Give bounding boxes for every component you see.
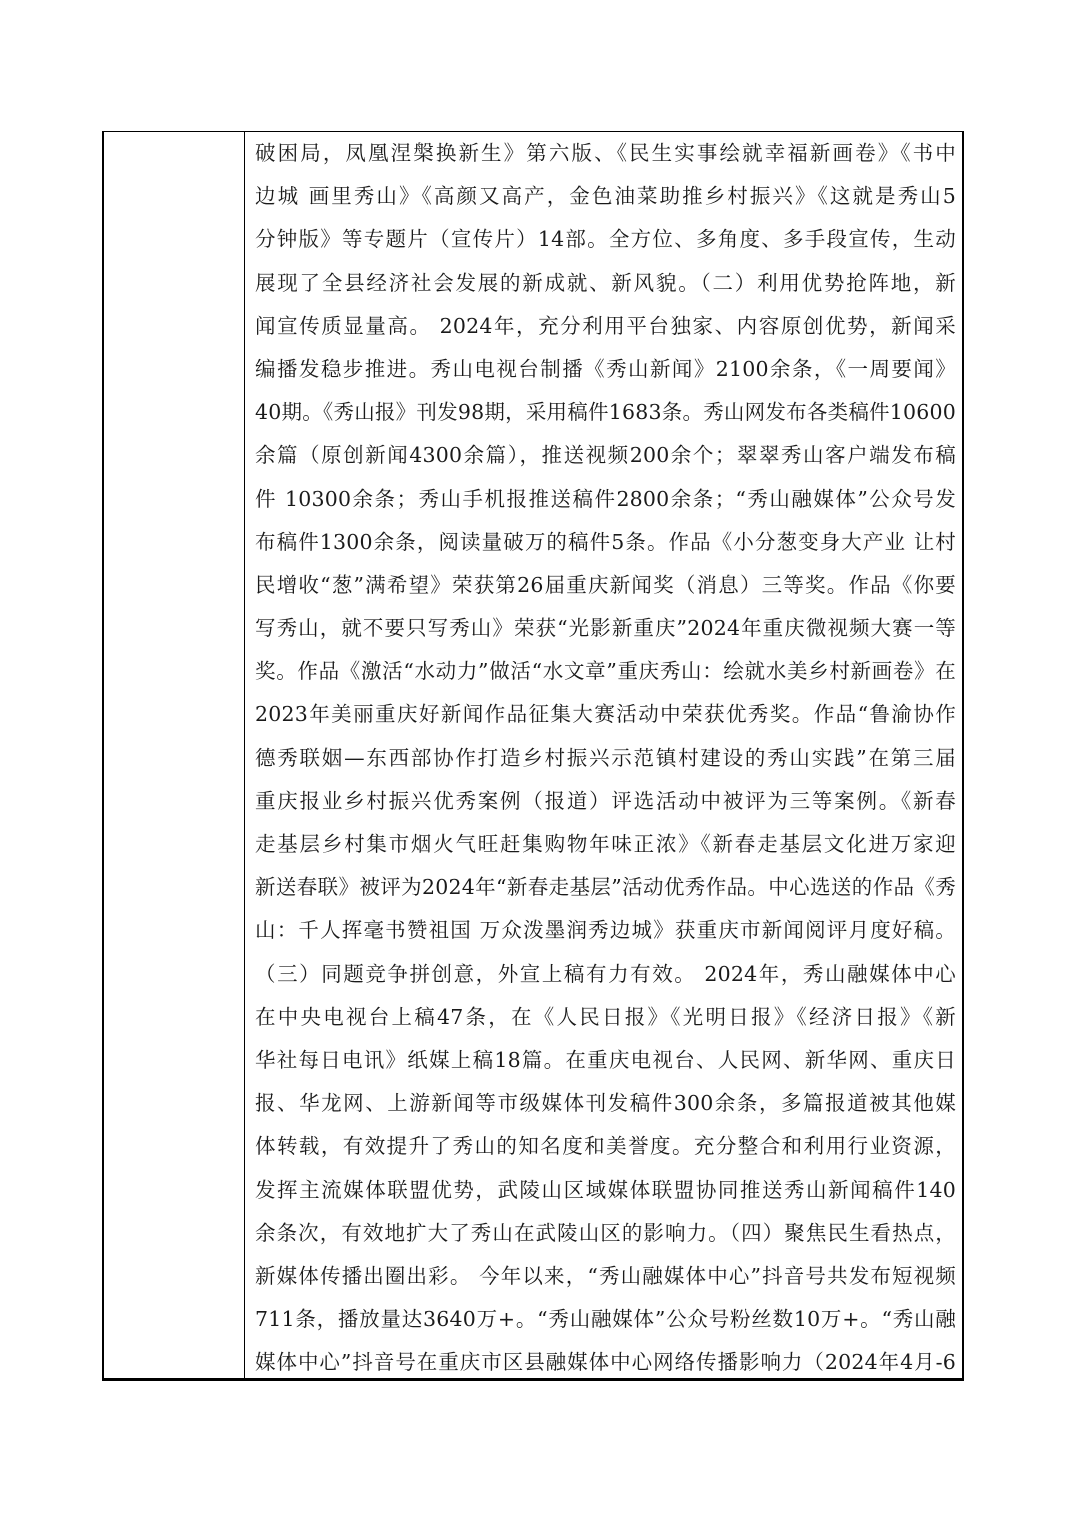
text-line: 711条，播放量达3640万+。“秀山融媒体”公众号粉丝数10万+。“秀山融 — [255, 1307, 956, 1332]
text-line: 德秀联姻—东西部协作打造乡村振兴示范镇村建设的秀山实践”在第三届 — [255, 745, 956, 770]
text-line: 展现了全县经济社会发展的新成就、新风貌。（二）利用优势抢阵地，新 — [255, 270, 956, 295]
text-line: 发挥主流媒体联盟优势，武陵山区域媒体联盟协同推送秀山新闻稿件140 — [255, 1177, 956, 1202]
text-line: 报、华龙网、上游新闻等市级媒体刊发稿件300余条，多篇报道被其他媒 — [255, 1091, 956, 1116]
text-line: 在中央电视台上稿47条，在《人民日报》《光明日报》《经济日报》《新 — [255, 1004, 956, 1029]
text-line: 布稿件1300余条，阅读量破万的稿件5条。作品《小分葱变身大产业 让村 — [255, 529, 956, 554]
text-line: 件 10300余条；秀山手机报推送稿件2800余条；“秀山融媒体”公众号发 — [255, 486, 956, 511]
text-line: 余篇（原创新闻4300余篇），推送视频200余个；翠翠秀山客户端发布稿 — [255, 443, 956, 468]
label-cell — [104, 132, 245, 1378]
text-line: 新媒体传播出圈出彩。 今年以来，“秀山融媒体中心”抖音号共发布短视频 — [255, 1263, 956, 1288]
text-line: 分钟版》等专题片（宣传片）14部。全方位、多角度、多手段宣传，生动 — [255, 227, 956, 252]
text-line: 走基层乡村集市烟火气旺赶集购物年味正浓》《新春走基层文化进万家迎 — [255, 832, 956, 856]
text-line: 2023年美丽重庆好新闻作品征集大赛活动中荣获优秀奖。作品“鲁渝协作 — [255, 702, 956, 727]
document-table — [102, 131, 964, 1381]
text-line: 民增收“葱”满希望》荣获第26届重庆新闻奖（消息）三等奖。作品《你要 — [255, 572, 956, 597]
text-line: 山：千人挥毫书赞祖国 万众泼墨润秀边城》获重庆市新闻阅评月度好稿。 — [255, 918, 956, 943]
text-line: 闻宣传质显量高。 2024年，充分利用平台独家、内容原创优势，新闻采 — [255, 313, 956, 338]
content-text — [255, 132, 956, 1378]
text-line: 破困局，凤凰涅槃换新生》第六版、《民生实事绘就幸福新画卷》《书中 — [255, 141, 956, 165]
text-line: 华社每日电讯》纸媒上稿18篇。在重庆电视台、人民网、新华网、重庆日 — [255, 1047, 956, 1072]
text-line: 边城 画里秀山》《高颜又高产，金色油菜助推乡村振兴》《这就是秀山5 — [255, 184, 956, 209]
text-line: 余条次，有效地扩大了秀山在武陵山区的影响力。（四）聚焦民生看热点， — [255, 1220, 956, 1245]
text-line: 重庆报业乡村振兴优秀案例（报道）评选活动中被评为三等案例。《新春 — [255, 788, 956, 813]
text-line: 编播发稳步推进。秀山电视台制播《秀山新闻》2100余条，《一周要闻》 — [255, 356, 956, 381]
content-cell — [245, 132, 962, 1378]
text-line: 新送春联》被评为2024年“新春走基层”活动优秀作品。中心选送的作品《秀 — [255, 875, 956, 900]
text-line: （三）同题竞争拼创意，外宣上稿有力有效。 2024年，秀山融媒体中心 — [255, 961, 956, 986]
text-line: 媒体中心”抖音号在重庆市区县融媒体中心网络传播影响力（2024年4月-6 — [255, 1350, 956, 1375]
text-line: 体转载，有效提升了秀山的知名度和美誉度。充分整合和利用行业资源， — [255, 1134, 956, 1159]
text-line: 40期。《秀山报》刊发98期，采用稿件1683条。秀山网发布各类稿件10600 — [255, 400, 956, 425]
text-line: 奖。作品《激活“水动力”做活“水文章”重庆秀山：绘就水美乡村新画卷》在 — [255, 659, 956, 684]
text-line: 写秀山，就不要只写秀山》荣获“光影新重庆”2024年重庆微视频大赛一等 — [255, 616, 956, 641]
